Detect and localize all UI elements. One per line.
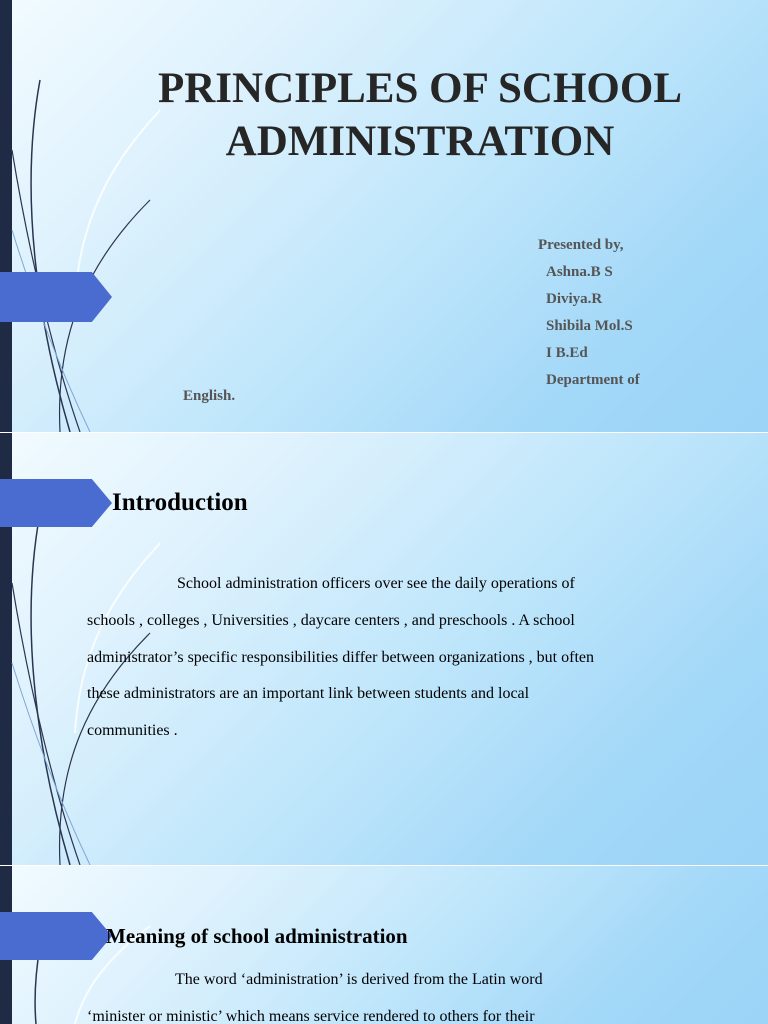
- paragraph-line: communities .: [87, 722, 178, 740]
- title-line-1: PRINCIPLES OF SCHOOL: [157, 65, 683, 112]
- meaning-paragraph: [87, 962, 687, 1024]
- title-line-2: ADMINISTRATION: [225, 118, 615, 165]
- slide-heading: Introduction: [112, 489, 248, 516]
- decorative-arrow-tab: [0, 912, 112, 960]
- department-name-continued: English.: [183, 388, 236, 404]
- decorative-arrow-tab: [0, 272, 112, 322]
- meaning-slide: [0, 866, 768, 1024]
- paragraph-line: schools , colleges , Universities , daycare centers , and preschools . A school: [87, 611, 575, 629]
- introduction-paragraph: [87, 566, 687, 750]
- presenter-name: Ashna.B S: [546, 264, 613, 280]
- presenter-department: Department of: [546, 372, 640, 388]
- paragraph-line: ‘minister or ministic’ which means service rendered to others for their: [87, 1007, 535, 1024]
- paragraph-line: The word ‘administration’ is derived from the Latin word: [175, 971, 543, 988]
- presenter-name: Diviya.R: [546, 291, 603, 307]
- presenter-class: I B.Ed: [546, 345, 588, 361]
- title-slide: [0, 0, 768, 432]
- presented-by-label: Presented by,: [538, 237, 624, 253]
- presenter-name: Shibila Mol.S: [546, 318, 633, 334]
- paragraph-line: these administrators are an important link between students and local: [87, 685, 530, 703]
- presenter-block: [538, 232, 640, 394]
- paragraph-line: School administration officers over see the daily operations of: [177, 575, 575, 592]
- decorative-arrow-tab: [0, 479, 112, 527]
- introduction-slide: [0, 433, 768, 865]
- slide-heading: Meaning of school administration: [106, 924, 408, 948]
- paragraph-line: administrator’s specific responsibilities differ between organizations , but often: [87, 648, 594, 666]
- presentation-title: [60, 62, 768, 168]
